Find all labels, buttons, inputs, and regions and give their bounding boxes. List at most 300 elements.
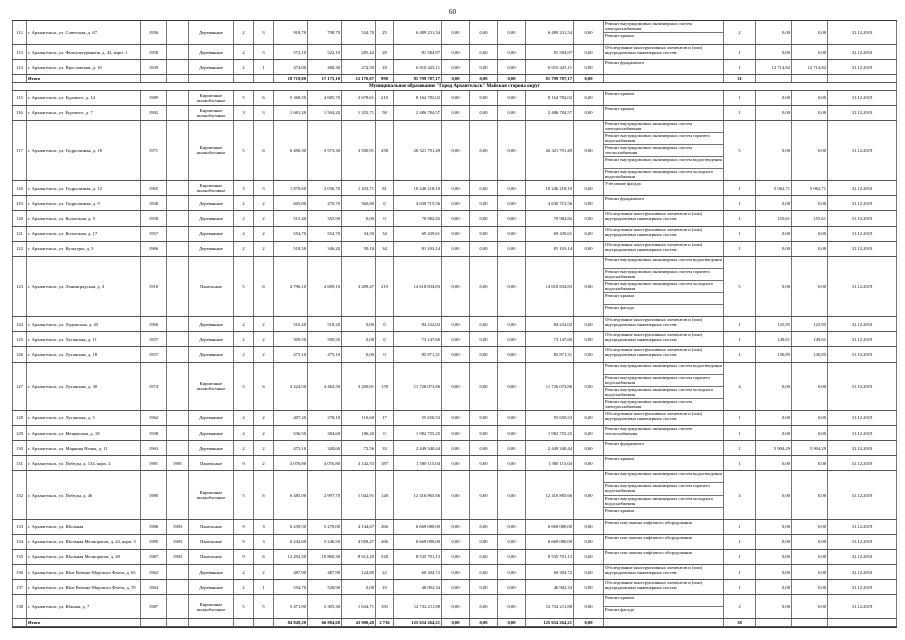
cell-c2: 0,00	[469, 363, 497, 410]
cell-c3: 0,00	[497, 580, 525, 594]
cell-c1: 0,00	[441, 535, 469, 549]
cell-floors: 2	[233, 317, 253, 331]
cell-residents: 258	[375, 121, 393, 180]
cell-c1: 0,00	[441, 456, 469, 470]
cell-year2	[166, 471, 188, 518]
cell-c4: 0,00	[573, 565, 603, 579]
cell-c3: 0,00	[497, 60, 525, 74]
cell-entrances: 2	[253, 426, 273, 440]
cell-year: 1987	[140, 550, 166, 564]
cell-year: 1986	[140, 520, 166, 534]
cell-area-total: 6 485,00	[273, 471, 307, 518]
cell-c3: 0,00	[497, 91, 525, 105]
cell-units: 1	[723, 196, 755, 210]
table-row	[12, 181, 897, 196]
cell-area-res: 470,70	[307, 196, 341, 210]
cell-area-total: 487,90	[273, 565, 307, 579]
cell-walls	[188, 619, 233, 626]
cell-c3: 0,00	[497, 181, 525, 195]
cell-works	[603, 471, 723, 518]
cell-c2: 0,00	[469, 257, 497, 316]
cell-year2	[166, 45, 188, 59]
table-row	[12, 426, 897, 441]
cell-entrances: 3	[253, 45, 273, 59]
cell-entrances: 2	[253, 411, 273, 425]
cell-sum: 26 321 791,49	[525, 121, 573, 180]
cell-works	[603, 426, 723, 440]
cell-area-res: 378,10	[307, 411, 341, 425]
cell-cost: 84 232,02	[393, 317, 441, 331]
cell-entrances: 3	[253, 535, 273, 549]
cell-residents: 998	[375, 75, 393, 82]
cell-cost: 2 449 340,44	[393, 441, 441, 455]
table-row	[12, 211, 897, 226]
cell-floors: 2	[233, 332, 253, 346]
cell-units: 1	[723, 181, 755, 195]
cell-works	[603, 106, 723, 120]
cell-c2: 0,00	[469, 106, 497, 120]
cell-area-res: 66 984,68	[307, 619, 341, 626]
cell-area-res: 384,60	[307, 426, 341, 440]
cell-entrances	[253, 619, 273, 626]
cell-area-total: 4 424,50	[273, 363, 307, 410]
cell-units: 2	[723, 595, 755, 618]
cell-v2: 0,00	[791, 411, 827, 425]
cell-v2: 0,00	[791, 227, 827, 241]
cell-cost: 69 439,61	[393, 227, 441, 241]
work-type-item: Ремонт крыши	[605, 507, 634, 513]
cell-c2: 0,00	[469, 91, 497, 105]
cell-year: 1957	[140, 227, 166, 241]
cell-v2: 12 714,82	[791, 60, 827, 74]
cell-c2: 0,00	[469, 45, 497, 59]
work-type-item: Обследование конструктивных элементов и (или) внутридомовых инженерных систем	[605, 45, 703, 56]
cell-c1: 0,00	[441, 565, 469, 579]
cell-year2	[166, 595, 188, 618]
cell-entrances: 3	[253, 181, 273, 195]
cell-area-priv: 1 352,71	[341, 106, 375, 120]
cell-area-priv: 12 170,07	[341, 75, 375, 82]
cell-no: 124	[12, 317, 26, 331]
cell-floors: 5	[233, 257, 253, 316]
cell-sum: 12 732 211,88	[525, 595, 573, 618]
cell-area-total: 515,40	[273, 211, 307, 225]
cell-c1: 0,00	[441, 196, 469, 210]
cell-cost: 6 489 231,54	[393, 21, 441, 44]
cell-floors: 3	[233, 181, 253, 195]
cell-area-res: 522,10	[307, 45, 341, 59]
cell-entrances: 1	[253, 60, 273, 74]
cell-year2	[166, 332, 188, 346]
cell-c3: 0,00	[497, 257, 525, 316]
cell-c4: 0,00	[573, 227, 603, 241]
work-type-item: Обследование конструктивных элементов и (или) внутридомовых инженерных систем	[605, 317, 703, 328]
cell-date: 31.12.2019	[827, 347, 897, 361]
cell-c4: 0,00	[573, 441, 603, 455]
cell-cost: 11 726 073,86	[393, 363, 441, 410]
cell-floors: 2	[233, 196, 253, 210]
cell-c3: 0,00	[497, 411, 525, 425]
cell-c4: 0,00	[573, 60, 603, 74]
cell-year: 1962	[140, 411, 166, 425]
cell-area-priv: 0,00	[341, 580, 375, 594]
cell-v1: 0,00	[755, 227, 791, 241]
cell-area-res: 5 246,50	[307, 535, 341, 549]
cell-c1: 0,00	[441, 242, 469, 256]
cell-no: 123	[12, 257, 26, 316]
cell-area-res: 518,20	[307, 317, 341, 331]
cell-area-total: 18 719,80	[273, 75, 307, 82]
cell-v2: 0,00	[791, 21, 827, 44]
cell-c4: 0,00	[573, 456, 603, 470]
cell-area-priv: 272,50	[341, 60, 375, 74]
cell-v2: 0,00	[791, 45, 827, 59]
cell-c4: 0,00	[573, 257, 603, 316]
cell-address: г. Архангельск, ул. Юнг Военно-Морского Флота, д. 70	[26, 580, 140, 594]
work-type-item: Ремонт внутридомовых инженерных систем водоотведения	[604, 363, 723, 375]
table-row	[12, 91, 897, 106]
cell-year: 1985	[140, 535, 166, 549]
cell-v2: 0,00	[791, 242, 827, 256]
cell-works	[603, 91, 723, 105]
cell-area-total: 407,20	[273, 411, 307, 425]
table-row	[12, 347, 897, 362]
table-row	[12, 456, 897, 471]
cell-floors: 9	[233, 456, 253, 470]
cell-residents: 0	[375, 347, 393, 361]
cell-v2: 0,00	[791, 121, 827, 180]
cell-year2	[166, 91, 188, 105]
cell-no: 118	[12, 181, 26, 195]
cell-no: 117	[12, 121, 26, 180]
cell-date: 31.12.2019	[827, 317, 897, 331]
cell-works	[603, 411, 723, 425]
cell-c3: 0,00	[497, 75, 525, 82]
cell-c4: 0,00	[573, 347, 603, 361]
cell-area-res: 2 036,70	[307, 181, 341, 195]
cell-area-priv: 0,00	[341, 347, 375, 361]
cell-v2	[791, 75, 827, 82]
cell-address: г. Архангельск, ул. Культуры, д. 3	[26, 242, 140, 256]
cell-entrances: 2	[253, 242, 273, 256]
cell-year: 1965	[140, 181, 166, 195]
cell-date: 31.12.2019	[827, 535, 897, 549]
cell-v2: 149,61	[791, 332, 827, 346]
section-header-row	[12, 83, 897, 91]
work-type-item: Обследование конструктивных элементов и (или) внутридомовых инженерных систем	[605, 241, 703, 252]
cell-year2: 1983	[166, 550, 188, 564]
cell-area-priv: 4 144,67	[341, 520, 375, 534]
cell-address: г. Архангельск, ул. Гидролизная, д. 9	[26, 196, 140, 210]
cell-cost: 8 535 791,13	[393, 550, 441, 564]
cell-cost: 1 580 115,04	[393, 456, 441, 470]
cell-entrances: 3	[253, 106, 273, 120]
cell-area-priv: 124,80	[341, 565, 375, 579]
cell-c2: 0,00	[469, 196, 497, 210]
cell-cost: 81 584,97	[393, 45, 441, 59]
cell-units: 5	[723, 121, 755, 180]
cell-c3: 0,00	[497, 550, 525, 564]
cell-c3: 0,00	[497, 21, 525, 44]
cell-v1	[755, 619, 791, 626]
work-type-item: Ремонт крыши	[605, 33, 634, 39]
cell-floors: 9	[233, 550, 253, 564]
cell-cost: 12 732 211,88	[393, 595, 441, 618]
cell-c4: 0,00	[573, 580, 603, 594]
cell-date: 31.12.2019	[827, 106, 897, 120]
cell-works	[603, 242, 723, 256]
cell-c2: 0,00	[469, 121, 497, 180]
cell-c2: 0,00	[469, 520, 497, 534]
cell-year2	[166, 580, 188, 594]
cell-c3: 0,00	[497, 595, 525, 618]
cell-date: 31.12.2019	[827, 520, 897, 534]
cell-walls: Деревянные	[188, 441, 233, 455]
cell-walls: Панельные	[188, 257, 233, 316]
cell-v1: 5 904,29	[755, 441, 791, 455]
cell-residents: 178	[375, 363, 393, 410]
cell-sum: 85 871,31	[525, 347, 573, 361]
cell-address: г. Архангельск, ул. Луганская, д. 18	[26, 347, 140, 361]
cell-area-priv: 34,59	[341, 227, 375, 241]
cell-v1: 0,00	[755, 45, 791, 59]
cell-sum: 4 630 715,56	[525, 196, 573, 210]
cell-c4: 0,00	[573, 75, 603, 82]
cell-walls: Деревянные	[188, 21, 233, 44]
cell-floors	[233, 75, 253, 82]
cell-area-priv: 1 634,71	[341, 595, 375, 618]
cell-sum: 10 246 218,10	[525, 181, 573, 195]
cell-sum: 46 902,34	[525, 580, 573, 594]
cell-area-res: 328,60	[307, 441, 341, 455]
cell-year2	[166, 227, 188, 241]
work-type-item: Ремонт внутридомовых инженерных систем водоотведения	[604, 257, 723, 269]
cell-c1: 0,00	[441, 227, 469, 241]
cell-works	[603, 21, 723, 44]
cell-floors: 3	[233, 106, 253, 120]
cell-v2: 0,00	[791, 257, 827, 316]
cell-walls: Деревянные	[188, 347, 233, 361]
work-type-item: Ремонт внутридомовых инженерных систем теплоснабжения	[604, 145, 723, 157]
cell-year2	[166, 619, 188, 626]
cell-residents: 2 736	[375, 619, 393, 626]
cell-units: 1	[723, 580, 755, 594]
repair-program-table	[12, 20, 897, 628]
cell-entrances: 6	[253, 550, 273, 564]
cell-cost: 2 486 784,57	[393, 106, 441, 120]
cell-date: 31.12.2019	[827, 211, 897, 225]
cell-units: 1	[723, 565, 755, 579]
cell-c4: 0,00	[573, 91, 603, 105]
cell-sum: 1 982 755,25	[525, 426, 573, 440]
cell-address: г. Архангельск, ул. Победы, д. 134, корп. 2	[26, 456, 140, 470]
cell-no: 134	[12, 535, 26, 549]
cell-units: 1	[723, 332, 755, 346]
cell-floors: 2	[233, 60, 253, 74]
cell-entrances: 2	[253, 317, 273, 331]
cell-works	[603, 181, 723, 195]
cell-units: 4	[723, 363, 755, 410]
cell-v2: 155,61	[791, 211, 827, 225]
work-type-item: Обследование конструктивных элементов и (или) внутридомовых инженерных систем	[605, 410, 703, 421]
cell-residents: 34	[375, 227, 393, 241]
cell-c3: 0,00	[497, 441, 525, 455]
cell-entrances: 6	[253, 121, 273, 180]
total-row	[12, 75, 897, 83]
cell-entrances: 3	[253, 520, 273, 534]
cell-floors: 2	[233, 242, 253, 256]
cell-v1: 130,85	[755, 347, 791, 361]
cell-c3: 0,00	[497, 619, 525, 626]
cell-sum: 8 164 782,02	[525, 91, 573, 105]
cell-v2	[791, 619, 827, 626]
cell-no: 129	[12, 426, 26, 440]
cell-year: 1981	[140, 456, 166, 470]
cell-works	[603, 520, 723, 534]
cell-c4: 0,00	[573, 595, 603, 618]
cell-date: 31.12.2019	[827, 471, 897, 518]
cell-works	[603, 60, 723, 74]
cell-c4: 0,00	[573, 121, 603, 180]
cell-c4: 0,00	[573, 211, 603, 225]
cell-date: 31.12.2019	[827, 363, 897, 410]
cell-area-total: 4 796,10	[273, 257, 307, 316]
cell-v1	[755, 75, 791, 82]
cell-cost: 125 654 264,21	[393, 619, 441, 626]
cell-residents: 28	[375, 45, 393, 59]
cell-address: Итого	[26, 619, 140, 626]
cell-works	[603, 595, 723, 618]
cell-units: 31	[723, 75, 755, 82]
work-type-item: Ремонт внутридомовых инженерных систем теплоснабжения	[605, 426, 692, 436]
cell-no: 130	[12, 441, 26, 455]
cell-units: 1	[723, 60, 755, 74]
cell-address: г. Архангельск, ул. Шольная Мелиоратов, д. 24, корп. 3	[26, 535, 140, 549]
cell-floors: 2	[233, 347, 253, 361]
cell-c1: 0,00	[441, 91, 469, 105]
cell-sum: 6 010 425,11	[525, 60, 573, 74]
cell-c4: 0,00	[573, 471, 603, 518]
cell-residents: 266	[375, 535, 393, 549]
cell-date: 31.12.2019	[827, 565, 897, 579]
cell-date	[827, 75, 897, 82]
cell-c3: 0,00	[497, 242, 525, 256]
cell-area-total: 509,50	[273, 332, 307, 346]
cell-area-res: 4 609,10	[307, 257, 341, 316]
work-type-item: Ремонт внутридомовых инженерных систем электроснабжения	[604, 21, 723, 33]
cell-v2: 5 062,71	[791, 181, 827, 195]
cell-area-res: 4 464,50	[307, 363, 341, 410]
cell-walls: Деревянные	[188, 317, 233, 331]
cell-address: г. Архангельск, ул. Гидролизная, д. 12	[26, 181, 140, 195]
cell-year: 1962	[140, 565, 166, 579]
cell-address: г. Архангельск, ул. Шольная Мелиоратов, д. 28	[26, 550, 140, 564]
cell-year2	[166, 317, 188, 331]
cell-v1: 0,00	[755, 471, 791, 518]
cell-address: Итого	[26, 75, 140, 82]
work-type-item: Ремонт внутридомовых инженерных систем холодного водоснабжения	[604, 496, 723, 508]
work-type-item: Ремонт внутридомовых инженерных систем горячего водоснабжения	[604, 375, 723, 387]
cell-units: 1	[723, 535, 755, 549]
cell-works	[603, 211, 723, 225]
work-type-item: Ремонт внутридомовых инженерных систем электроснабжения	[604, 121, 723, 133]
cell-no: 135	[12, 550, 26, 564]
cell-c4: 0,00	[573, 106, 603, 120]
cell-date: 31.12.2019	[827, 242, 897, 256]
cell-works	[603, 347, 723, 361]
cell-units: 4	[723, 471, 755, 518]
cell-area-res: 509,50	[307, 332, 341, 346]
cell-works	[603, 45, 723, 59]
cell-v1: 0,00	[755, 106, 791, 120]
cell-c1: 0,00	[441, 426, 469, 440]
cell-area-res: 1 504,20	[307, 106, 341, 120]
cell-c1: 0,00	[441, 317, 469, 331]
cell-v2: 0,00	[791, 471, 827, 518]
cell-cost: 70 982,82	[393, 211, 441, 225]
cell-area-priv: 3 289,47	[341, 257, 375, 316]
cell-floors: 2	[233, 565, 253, 579]
cell-c3: 0,00	[497, 121, 525, 180]
cell-walls: Кирпичные шлакоблочные	[188, 363, 233, 410]
cell-c2: 0,00	[469, 550, 497, 564]
cell-c1: 0,00	[441, 441, 469, 455]
work-type-item: Ремонт внутридомовых инженерных систем холодного водоснабжения	[605, 169, 714, 180]
cell-no: 121	[12, 227, 26, 241]
work-type-item: Ремонт фундамента	[605, 196, 644, 202]
cell-area-priv: 3 678,61	[341, 91, 375, 105]
cell-c2: 0,00	[469, 21, 497, 44]
cell-floors: 2	[233, 580, 253, 594]
cell-c3: 0,00	[497, 211, 525, 225]
cell-floors	[233, 619, 253, 626]
cell-year2	[166, 565, 188, 579]
cell-area-total: 474,00	[273, 60, 307, 74]
cell-c4: 0,00	[573, 411, 603, 425]
cell-year: 1960	[140, 317, 166, 331]
cell-sum: 69 439,61	[525, 227, 573, 241]
cell-cost: 55 650,53	[393, 411, 441, 425]
table-row	[12, 227, 897, 242]
cell-walls: Деревянные	[188, 60, 233, 74]
page-number: 60	[449, 8, 456, 16]
cell-no	[12, 75, 26, 82]
cell-v2: 125,95	[791, 317, 827, 331]
section-title: Муниципальное образование "Город Архангельск" Майская сторона округ	[12, 83, 897, 90]
cell-c1: 0,00	[441, 520, 469, 534]
cell-year: 1963	[140, 441, 166, 455]
cell-units: 1	[723, 45, 755, 59]
cell-area-total: 1 870,60	[273, 181, 307, 195]
cell-date: 31.12.2019	[827, 411, 897, 425]
cell-units: 5	[723, 257, 755, 316]
cell-works	[603, 550, 723, 564]
cell-c4: 0,00	[573, 21, 603, 44]
cell-floors: 5	[233, 121, 253, 180]
cell-c4: 0,00	[573, 363, 603, 410]
cell-address: г. Архангельск, ул. Ленинградская, д. 4	[26, 257, 140, 316]
cell-year2	[166, 106, 188, 120]
cell-v2: 0,00	[791, 196, 827, 210]
cell-address: г. Архангельск, ул. Ярославская, д. 16	[26, 60, 140, 74]
cell-area-priv: 72,56	[341, 441, 375, 455]
cell-walls: Деревянные	[188, 196, 233, 210]
cell-c2: 0,00	[469, 456, 497, 470]
table-row	[12, 332, 897, 347]
cell-year: 1989	[140, 91, 166, 105]
cell-area-total: 1 681,20	[273, 106, 307, 120]
cell-area-total: 6 242,60	[273, 535, 307, 549]
